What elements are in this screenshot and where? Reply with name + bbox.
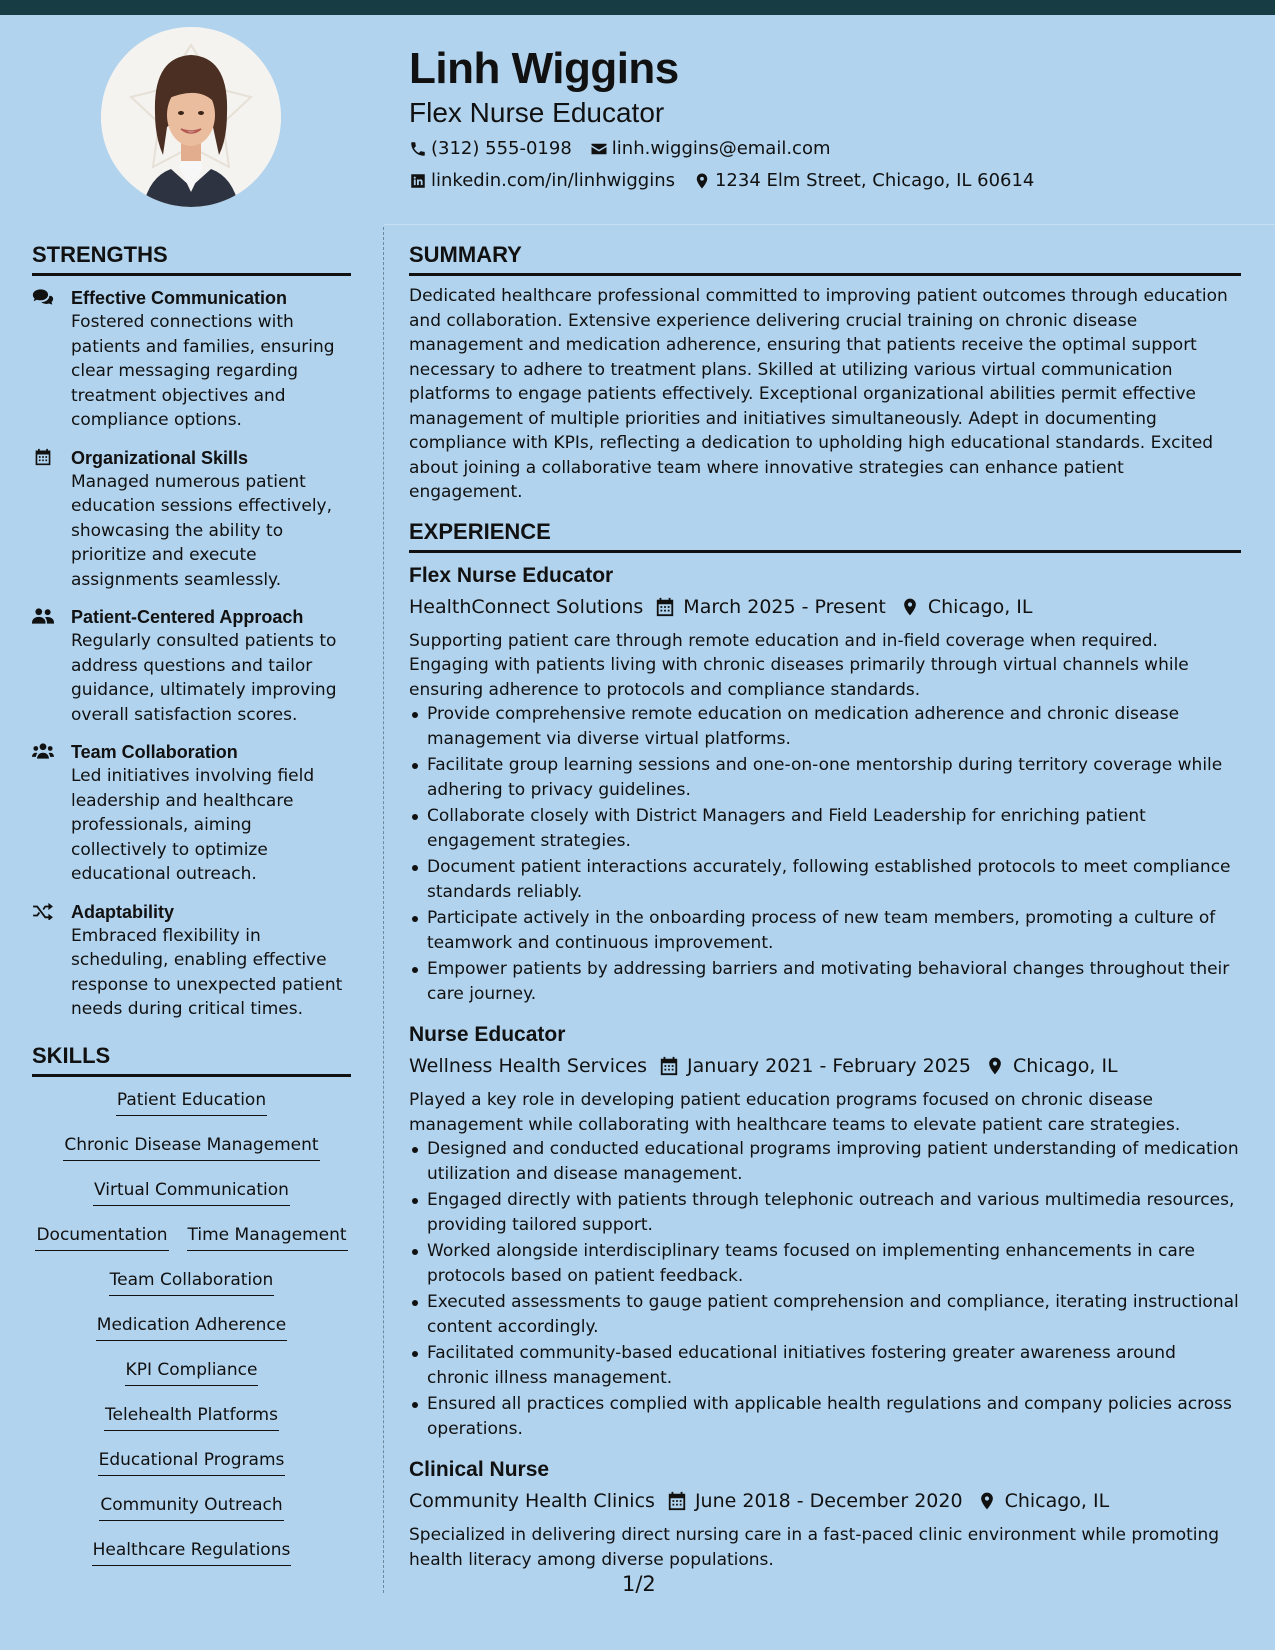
job-title: Nurse Educator [409,1023,566,1046]
map-pin-icon [985,1056,1005,1076]
skill-row [32,1134,351,1179]
left-column [32,241,351,1584]
candidate-name: Linh Wiggins [409,44,679,93]
job-description: Played a key role in developing patient education programs focused on chronic disease management while collaborating with healthcare teams to elevate patient care strategies. [409,1090,1181,1135]
map-pin-icon [900,597,920,617]
job-description: Supporting patient care through remote education and in-field coverage when required. Engaging with patients living with chronic diseases primarily through virtual channels while ensuring adherence to protocols and compliance standards. [409,630,1189,700]
skill-tag: Chronic Disease Management [63,1134,319,1161]
job-entry [409,1455,1241,1572]
job-company: Community Health Clinics [409,1490,655,1512]
strength-item [32,900,351,1022]
experience-heading: EXPERIENCE [409,518,1241,553]
email-text: linh.wiggins@email.com [611,138,831,159]
strength-item [32,740,351,887]
strength-title: Effective Communication [71,288,288,308]
users-group-icon [32,742,56,760]
map-pin-icon [977,1491,997,1511]
skill-tag: Educational Programs [98,1449,286,1476]
summary-heading: SUMMARY [409,241,1241,276]
address-text: 1234 Elm Street, Chicago, IL 60614 [714,170,1035,191]
candidate-title: Flex Nurse Educator [409,97,665,128]
job-dates: March 2025 - Present [683,595,886,618]
summary-text: Dedicated healthcare professional committed to improving patient outcomes through education and collaboration. Extensive experience delivering crucial training on chronic disease management and medication adherence, ensuring that patients receive the optimal support necessary to adhere to treatment plans. Skilled at utilizing various virtual communication platforms to engage patients effectively. Exceptional organizational abilities permit effective management of multiple priorities and initiatives simultaneously. Adept in documenting compliance with KPIs, reflecting a dedication to upholding high educational standards. Excited about joining a collaborative team where innovative strategies can enhance patient engagement. [409,286,1228,502]
contact-address [693,170,1034,192]
job-meta [409,1486,1241,1516]
job-location: Chicago, IL [927,595,1033,618]
list-item: Empower patients by addressing barriers and motivating behavioral changes throughout their care journey. [409,957,1241,1006]
skill-row [32,1494,351,1539]
job-location: Chicago, IL [1013,1055,1118,1077]
job-company: Wellness Health Services [409,1055,648,1077]
map-pin-icon [693,172,711,190]
strength-item [32,286,351,433]
skills-list [32,1089,351,1584]
list-item: Participate actively in the onboarding process of new team members, promoting a culture of teamwork and continuous improvement. [409,906,1241,955]
linkedin-icon [409,172,427,190]
strength-item [32,446,351,593]
linkedin-text: linkedin.com/in/linhwiggins [431,170,675,191]
job-entry [409,1020,1241,1441]
skill-tag: Patient Education [116,1089,267,1116]
shuffle-icon [32,902,56,920]
job-bullets [409,1137,1241,1441]
strength-title: Organizational Skills [71,447,249,468]
skill-row [32,1314,351,1359]
right-column [409,241,1241,1572]
strength-desc: Regularly consulted patients to address questions and tailor guidance, ultimately improving overall satisfaction scores. [71,631,337,725]
job-entry [409,561,1241,1007]
skill-tag: Telehealth Platforms [104,1404,279,1431]
phone-text: (312) 555-0198 [431,138,572,159]
list-item: Engaged directly with patients through telephonic outreach and various multimedia resources, providing tailored support. [409,1188,1241,1237]
list-item: Worked alongside interdisciplinary teams focused on implementing enhancements in care protocols based on patient feedback. [409,1239,1241,1288]
top-accent-bar [0,0,1275,15]
comments-icon [32,288,56,306]
skill-row [32,1404,351,1449]
skill-tag: Documentation [35,1224,168,1251]
strengths-list [32,286,351,1022]
skill-tag: Team Collaboration [109,1269,275,1296]
phone-icon [409,140,427,158]
user-pair-icon [32,607,56,625]
strength-title: Adaptability [71,901,175,922]
job-company: HealthConnect Solutions [409,595,644,618]
skill-row [32,1449,351,1494]
calendar-icon [655,597,675,617]
calendar-icon [32,448,56,466]
job-description: Specialized in delivering direct nursing care in a fast-paced clinic environment while promoting health literacy among diverse populations. [409,1525,1220,1570]
job-meta [409,592,1241,622]
contact-row-2 [409,170,1249,192]
header-divider [384,224,1275,225]
skill-row [32,1089,351,1134]
job-meta [409,1051,1241,1081]
strength-item [32,605,351,727]
skill-row [32,1179,351,1224]
profile-photo [101,27,281,207]
strength-title: Team Collaboration [71,742,238,762]
skill-tag: KPI Compliance [125,1359,259,1386]
strength-desc: Fostered connections with patients and families, ensuring clear messaging regarding treatment objectives and compliance options. [71,312,335,430]
job-title: Clinical Nurse [409,1458,550,1481]
skill-tag: Medication Adherence [96,1314,287,1341]
list-item: Document patient interactions accurately, following established protocols to meet compliance standards reliably. [409,855,1241,904]
skill-tag: Time Management [187,1224,348,1251]
list-item: Collaborate closely with District Managers and Field Leadership for enriching patient engagement strategies. [409,804,1241,853]
strength-title: Patient-Centered Approach [71,607,304,627]
job-title: Flex Nurse Educator [409,563,614,587]
list-item: Provide comprehensive remote education on medication adherence and chronic disease management via diverse virtual platforms. [409,702,1241,751]
skill-row [32,1359,351,1404]
contact-row-1 [409,138,1249,160]
contact-linkedin[interactable] [409,170,675,192]
column-divider [383,227,384,1593]
list-item: Facilitated community-based educational initiatives fostering greater awareness around chronic illness management. [409,1341,1241,1390]
envelope-icon [590,140,608,158]
job-dates: January 2021 - February 2025 [687,1055,971,1077]
calendar-icon [667,1491,687,1511]
list-item: Executed assessments to gauge patient comprehension and compliance, iterating instructional content accordingly. [409,1290,1241,1339]
skill-row [32,1539,351,1584]
skill-row [32,1269,351,1314]
contact-phone[interactable] [409,138,572,160]
job-bullets [409,702,1241,1006]
strength-desc: Led initiatives involving field leadership and healthcare professionals, aiming collectively to optimize educational outreach. [71,766,315,884]
resume-header [409,40,1249,192]
job-location: Chicago, IL [1004,1490,1110,1512]
strengths-heading: STRENGTHS [32,241,351,276]
contact-email[interactable] [590,138,831,160]
strength-desc: Managed numerous patient education sessions effectively, showcasing the ability to prioritize and execute assignments seamlessly. [71,471,333,590]
list-item: Ensured all practices complied with applicable health regulations and company policies across operations. [409,1392,1241,1441]
skill-tag: Virtual Communication [93,1179,290,1206]
list-item: Designed and conducted educational programs improving patient understanding of medication utilization and disease management. [409,1137,1241,1186]
skill-tag: Community Outreach [99,1494,283,1521]
strength-desc: Embraced flexibility in scheduling, enabling effective response to unexpected patient needs during critical times. [71,925,343,1019]
list-item: Facilitate group learning sessions and one-on-one mentorship during territory coverage while adhering to privacy guidelines. [409,753,1241,802]
job-dates: June 2018 - December 2020 [694,1490,963,1512]
calendar-icon [659,1056,679,1076]
skills-heading: SKILLS [32,1042,351,1077]
skill-tag: Healthcare Regulations [92,1539,292,1566]
page-number: 1/2 [622,1572,656,1596]
skill-row [32,1224,351,1269]
